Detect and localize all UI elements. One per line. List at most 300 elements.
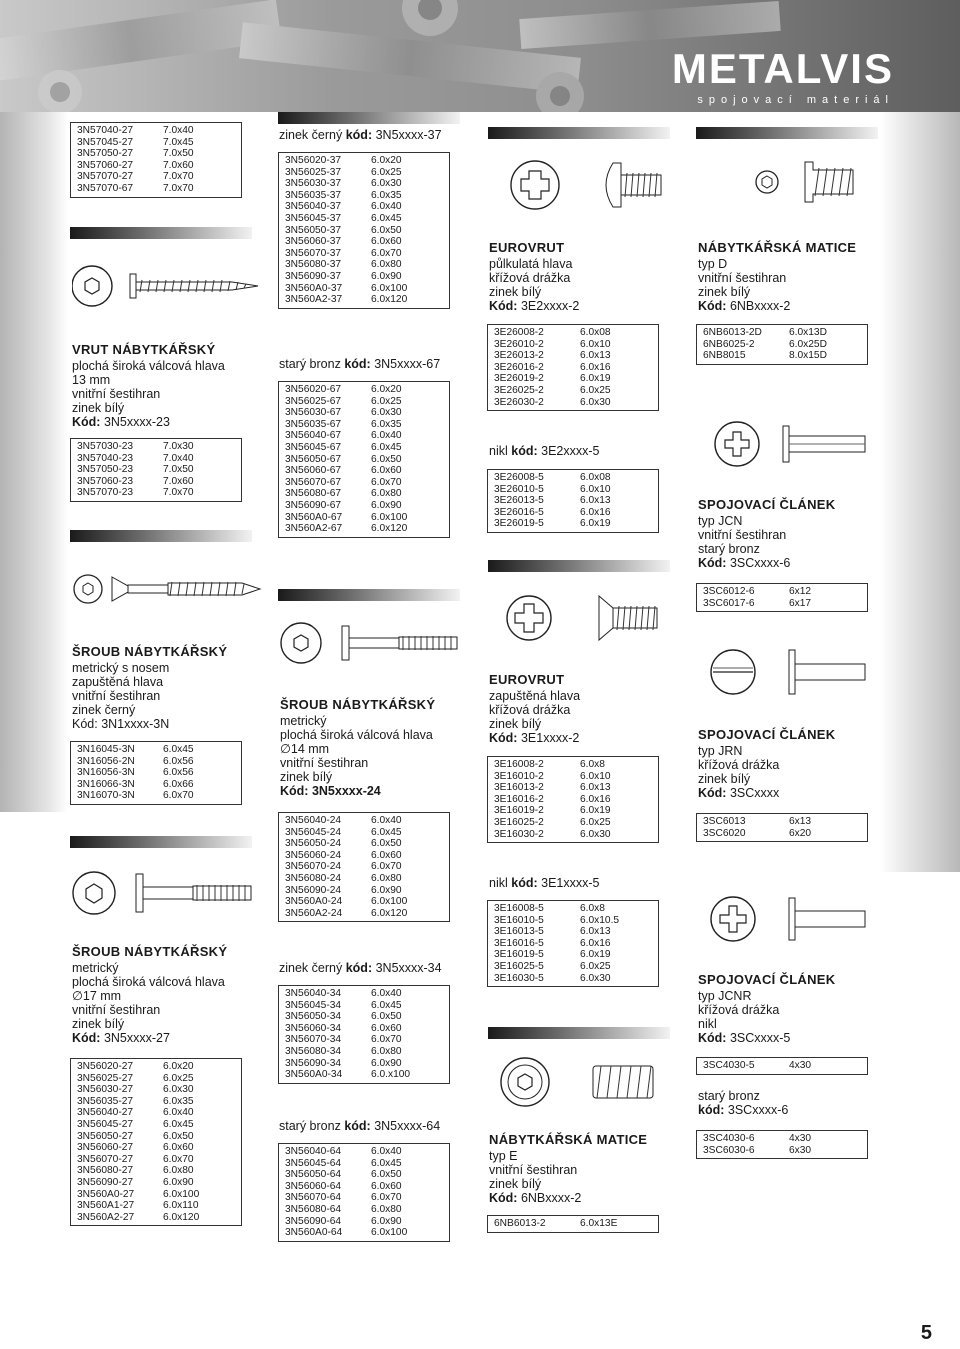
table-row (279, 1023, 449, 1035)
table-row (279, 259, 449, 271)
table-row (71, 1142, 241, 1154)
table-row (71, 1096, 241, 1108)
product-code-cell: 3N560A2-67 (285, 523, 343, 535)
product-code-cell: 3SC6017-6 (703, 597, 755, 609)
dimension-cell: 6.0x25D (789, 338, 827, 350)
section-divider (70, 836, 252, 848)
dimension-cell: 6.0x80 (371, 1045, 402, 1057)
desc-line: křížová drážka (698, 1003, 780, 1017)
dimension-cell: 7.0x40 (163, 452, 194, 464)
dimension-cell: 6.0x90 (371, 499, 402, 511)
table-row (279, 488, 449, 500)
dimension-cell: 6.0x70 (371, 247, 402, 259)
dimension-cell: 6.0x110 (163, 1200, 199, 1212)
section-title: ŠROUB NÁBYTKÁŘSKÝ (280, 697, 436, 712)
product-code-cell: 3N56080-64 (285, 1203, 342, 1215)
table-row (71, 756, 241, 768)
dimension-cell: 6.0x35 (371, 189, 402, 201)
finish-heading: zinek černý kód: 3N5xxxx-37 (279, 128, 442, 142)
section-title: SPOJOVACÍ ČLÁNEK (698, 972, 836, 987)
product-code-cell: 3N560A0-24 (285, 896, 343, 908)
dimension-cell: 4x30 (789, 1133, 812, 1144)
product-code-cell: 3N56080-24 (285, 872, 342, 884)
section-desc (698, 989, 888, 1031)
product-code-cell: 3N560A2-24 (285, 907, 343, 919)
dimension-cell: 6.0x08 (580, 327, 611, 338)
product-code-cell: 3N56030-27 (77, 1084, 134, 1096)
product-code-cell: 3E16010-2 (494, 770, 544, 782)
logo-text: METALVIS (671, 45, 894, 92)
product-code-cell: 3E16008-2 (494, 759, 544, 770)
product-code-cell: 3N56060-64 (285, 1180, 342, 1192)
dimension-cell: 7.0x70 (163, 182, 194, 194)
product-section (72, 944, 262, 1045)
product-code-cell: 3N56050-34 (285, 1011, 342, 1023)
table-row (71, 1189, 241, 1201)
product-table (70, 438, 242, 502)
product-code-cell: 3E16025-5 (494, 960, 544, 972)
table-row (71, 1212, 241, 1224)
product-code-cell: 3N56035-67 (285, 418, 342, 430)
table-row (488, 362, 658, 374)
table-row (71, 125, 241, 137)
product-code-cell: 3N56080-37 (285, 259, 342, 271)
table-row (279, 873, 449, 885)
dimension-cell: 7.0x50 (163, 464, 194, 476)
section-desc (489, 689, 679, 731)
product-code-cell: 3N56060-34 (285, 1022, 342, 1034)
product-code-cell: 3E26019-5 (494, 518, 544, 530)
connector-jcn-illustration (705, 418, 875, 470)
table-row (71, 779, 241, 791)
product-code-cell: 3E16016-5 (494, 937, 544, 949)
desc-line: zinek bílý (72, 1017, 125, 1031)
product-code-cell: 3N56040-27 (77, 1107, 134, 1119)
product-code: Kód: 3N5xxxx-24 (280, 784, 381, 798)
table-row (71, 767, 241, 779)
dimension-cell: 6.0x10.5 (580, 914, 620, 926)
product-code-cell: 3N56090-67 (285, 499, 342, 511)
table-row (279, 1181, 449, 1193)
dimension-cell: 6.0x16 (580, 937, 611, 949)
table-row (279, 271, 449, 283)
page-number: 5 (920, 1322, 932, 1344)
desc-line: typ JCN (698, 514, 743, 528)
desc-line: vnitřní šestihran (72, 387, 161, 401)
product-code-cell: 3N56020-37 (285, 155, 342, 166)
table-row (71, 171, 241, 183)
product-table (278, 1143, 450, 1242)
table-row (279, 419, 449, 431)
table-row (279, 430, 449, 442)
product-code-cell: 3N56025-67 (285, 395, 342, 407)
dimension-cell: 6x30 (789, 1144, 812, 1156)
table-row (488, 771, 658, 783)
product-code-cell: 3N57050-27 (77, 148, 134, 160)
dimension-cell: 6.0x50 (371, 1169, 402, 1181)
product-code-cell: 3E26013-5 (494, 495, 544, 507)
product-code-cell: 3N56030-37 (285, 178, 342, 190)
dimension-cell: 6.0x45 (163, 744, 194, 755)
dimension-cell: 6.0x13 (580, 782, 611, 794)
table-row (279, 248, 449, 260)
product-code-cell: 3N56030-67 (285, 407, 342, 419)
table-row (488, 794, 658, 806)
dimension-cell: 6x17 (789, 597, 812, 609)
dimension-cell: 6.0x120 (371, 523, 408, 535)
table-row (488, 973, 658, 985)
finish-heading: nikl kód: 3E2xxxx-5 (489, 444, 600, 458)
product-table (278, 985, 450, 1084)
section-divider (70, 227, 252, 239)
dimension-cell: 4x30 (789, 1060, 812, 1071)
desc-line: vnitřní šestihran (698, 528, 787, 542)
table-row (279, 861, 449, 873)
product-section (72, 644, 262, 731)
furniture-nut-d-illustration (703, 150, 873, 214)
table-row (71, 1119, 241, 1131)
dimension-cell: 6.0x13 (580, 350, 611, 362)
product-table (70, 741, 242, 805)
product-code-cell: 3N56040-64 (285, 1146, 342, 1157)
product-code-cell: 3N16070-3N (77, 790, 135, 802)
product-code-cell: 3N56045-34 (285, 999, 342, 1011)
dimension-cell: 6.0x60 (371, 465, 402, 477)
product-code: Kód: 6NBxxxx-2 (489, 1191, 582, 1205)
dimension-cell: 6.0x100 (163, 1188, 200, 1200)
product-code-cell: 3N56090-37 (285, 270, 342, 282)
dimension-cell: 6.0x70 (371, 1192, 402, 1204)
section-desc (698, 257, 888, 299)
dimension-cell: 6.0x70 (163, 790, 194, 802)
product-table (487, 900, 659, 987)
table-row (279, 523, 449, 535)
right-background-gradient (880, 112, 960, 872)
desc-line: zinek bílý (698, 285, 751, 299)
product-code: Kód: 3SCxxxx (698, 786, 780, 800)
product-table (487, 1215, 659, 1233)
table-row (71, 1061, 241, 1073)
table-row (279, 1192, 449, 1204)
product-code-cell: 3N56040-34 (285, 988, 342, 999)
desc-line: vnitřní šestihran (489, 1163, 578, 1177)
connector-jrn-illustration (705, 640, 875, 704)
product-code-cell: 3N56040-67 (285, 430, 342, 442)
screw-countersunk-illustration (72, 572, 267, 606)
furniture-nut-e-illustration (495, 1050, 675, 1114)
dimension-cell: 6.0x16 (580, 793, 611, 805)
product-code: Kód: 3SCxxxx-6 (698, 556, 791, 570)
product-code-cell: 3N56020-27 (77, 1061, 134, 1072)
table-row (71, 1107, 241, 1119)
dimension-cell: 6.0x45 (163, 1118, 194, 1130)
table-row (279, 477, 449, 489)
dimension-cell: 7.0x40 (163, 125, 194, 136)
table-row (697, 816, 867, 828)
product-code-cell: 6NB8015 (703, 350, 746, 362)
product-table (696, 1057, 868, 1075)
section-desc (72, 359, 262, 415)
table-row (488, 1218, 658, 1230)
left-background-gradient (0, 112, 68, 812)
section-title: EUROVRUT (489, 240, 565, 255)
dimension-cell: 6.0x60 (371, 849, 402, 861)
desc-line: zinek bílý (489, 717, 542, 731)
section-desc (280, 714, 470, 784)
product-code-cell: 3N560A0-64 (285, 1227, 343, 1239)
table-row (279, 236, 449, 248)
desc-line: půlkulatá hlava (489, 257, 573, 271)
desc-line: metrický (280, 714, 327, 728)
product-code-cell: 3N57040-27 (77, 125, 134, 136)
product-table (487, 469, 659, 533)
product-code-cell: 3N57045-27 (77, 136, 134, 148)
desc-line: plochá široká válcová hlava (72, 975, 225, 989)
product-table (70, 122, 242, 198)
dimension-cell: 6.0x45 (371, 1157, 402, 1169)
table-row (279, 850, 449, 862)
dimension-cell: 6.0x50 (371, 453, 402, 465)
product-code: Kód: 6NBxxxx-2 (698, 299, 791, 313)
connector-jcnr-illustration (705, 888, 875, 950)
table-row (279, 384, 449, 396)
table-row (279, 396, 449, 408)
dimension-cell: 6.0x50 (163, 1130, 194, 1142)
section-title: EUROVRUT (489, 672, 565, 687)
table-row (279, 1146, 449, 1158)
screw-flat-head-illustration (280, 612, 475, 674)
dimension-cell: 6.0x120 (163, 1211, 200, 1223)
dimension-cell: 6.0x50 (371, 1011, 402, 1023)
table-row (71, 1200, 241, 1212)
product-code-cell: 3N560A2-37 (285, 294, 343, 306)
section-desc (72, 961, 262, 1031)
dimension-cell: 6.0x56 (163, 755, 194, 767)
dimension-cell: 6x12 (789, 586, 812, 597)
table-row (488, 484, 658, 496)
dimension-cell: 7.0x60 (163, 159, 194, 171)
dimension-cell: 6.0x30 (580, 396, 611, 408)
dimension-cell: 6.0x25 (580, 960, 611, 972)
desc-line: ∅14 mm (280, 742, 330, 756)
table-row (488, 805, 658, 817)
dimension-cell: 6.0x80 (163, 1165, 194, 1177)
product-code-cell: 3N56050-67 (285, 453, 342, 465)
section-divider (278, 589, 460, 601)
table-row (488, 339, 658, 351)
table-row (279, 500, 449, 512)
desc-line: vnitřní šestihran (72, 1003, 161, 1017)
dimension-cell: 6.0x10 (580, 338, 611, 350)
header-banner (0, 0, 960, 112)
metalvis-logo (671, 45, 894, 106)
product-code-cell: 3N56070-27 (77, 1153, 134, 1165)
dimension-cell: 6.0x30 (371, 178, 402, 190)
table-row (279, 283, 449, 295)
desc-line: typ JCNR (698, 989, 752, 1003)
dimension-cell: 6.0x90 (371, 884, 402, 896)
dimension-cell: 6x13 (789, 816, 812, 827)
table-row (71, 790, 241, 802)
dimension-cell: 6.0x70 (371, 861, 402, 873)
finish-heading: nikl kód: 3E1xxxx-5 (489, 876, 600, 890)
product-code-cell: 3SC6012-6 (703, 586, 755, 597)
dimension-cell: 6.0x16 (580, 361, 611, 373)
product-code-cell: 3N56070-37 (285, 247, 342, 259)
product-code-cell: 3N56035-37 (285, 189, 342, 201)
dimension-cell: 6.0x70 (371, 476, 402, 488)
product-code-cell: 3N57030-23 (77, 441, 134, 452)
dimension-cell: 6.0x80 (371, 872, 402, 884)
product-code: Kód: 3N1xxxx-3N (72, 717, 170, 731)
dimension-cell: 6.0x60 (371, 1180, 402, 1192)
dimension-cell: 6.0x40 (371, 430, 402, 442)
table-row (71, 1084, 241, 1096)
dimension-cell: 6.0x66 (163, 778, 194, 790)
dimension-cell: 6.0x90 (371, 270, 402, 282)
dimension-cell: 8.0x15D (789, 350, 827, 362)
table-row (488, 829, 658, 841)
section-title: SPOJOVACÍ ČLÁNEK (698, 497, 836, 512)
section-title: ŠROUB NÁBYTKÁŘSKÝ (72, 644, 228, 659)
product-code-cell: 3N560A0-37 (285, 282, 343, 294)
product-code-cell: 3E26013-2 (494, 350, 544, 362)
table-row (488, 759, 658, 771)
product-code-cell: 3E26008-5 (494, 472, 544, 483)
product-table (70, 1058, 242, 1226)
product-code-cell: 3E26016-2 (494, 361, 544, 373)
dimension-cell: 6.0x25 (580, 384, 611, 396)
table-row (71, 476, 241, 488)
table-row (488, 385, 658, 397)
desc-line: plochá široká válcová hlava (280, 728, 433, 742)
dimension-cell: 6.0x45 (371, 826, 402, 838)
table-row (488, 926, 658, 938)
table-row (279, 896, 449, 908)
product-code-cell: 3SC6030-6 (703, 1144, 755, 1156)
dimension-cell: 6.0x56 (163, 767, 194, 779)
dimension-cell: 7.0x45 (163, 136, 194, 148)
table-row (279, 1034, 449, 1046)
product-code-cell: 3E16010-5 (494, 914, 544, 926)
dimension-cell: 7.0x70 (163, 487, 194, 499)
product-section (489, 672, 679, 745)
table-row (279, 1011, 449, 1023)
table-row (697, 339, 867, 351)
product-code-cell: 3SC6013 (703, 816, 746, 827)
product-code: Kód: 3SCxxxx-5 (698, 1031, 791, 1045)
dimension-cell: 6.0x19 (580, 373, 611, 385)
product-section (489, 1132, 679, 1205)
desc-line: metrický (72, 961, 119, 975)
section-desc (489, 1149, 679, 1191)
product-section (698, 497, 888, 570)
dimension-cell: 6.0x100 (371, 282, 408, 294)
section-divider (488, 1027, 670, 1039)
product-table (278, 152, 450, 309)
table-row (697, 828, 867, 840)
desc-line: nikl (698, 1017, 717, 1031)
product-code-cell: 3N56050-24 (285, 838, 342, 850)
dimension-cell: 6.0x50 (371, 838, 402, 850)
dimension-cell: 6.0x30 (371, 407, 402, 419)
dimension-cell: 6.0x40 (371, 201, 402, 213)
dimension-cell: 6.0.x100 (371, 1069, 411, 1081)
dimension-cell: 6.0x70 (163, 1153, 194, 1165)
dimension-cell: 6x20 (789, 827, 812, 839)
product-table (696, 583, 868, 612)
product-table (696, 813, 868, 842)
product-code-cell: 3N56090-27 (77, 1176, 134, 1188)
product-code-cell: 3N560A0-34 (285, 1069, 343, 1081)
product-code-cell: 3N56045-37 (285, 212, 342, 224)
table-row (71, 464, 241, 476)
table-row (488, 915, 658, 927)
product-code-cell: 3N56070-24 (285, 861, 342, 873)
dimension-cell: 6.0x13E (580, 1218, 618, 1229)
dimension-cell: 6.0x13 (580, 926, 611, 938)
section-title: SPOJOVACÍ ČLÁNEK (698, 727, 836, 742)
product-code-cell: 3N560A0-67 (285, 511, 343, 523)
table-row (697, 1133, 867, 1145)
table-row (488, 938, 658, 950)
table-row (279, 442, 449, 454)
section-divider (70, 530, 252, 542)
product-code-cell: 3N56080-34 (285, 1045, 342, 1057)
desc-line: křížová drážka (489, 703, 571, 717)
product-code-cell: 3N56040-37 (285, 201, 342, 213)
table-row (279, 1000, 449, 1012)
dimension-cell: 6.0x20 (371, 155, 402, 166)
product-code-cell: 3N56070-64 (285, 1192, 342, 1204)
dimension-cell: 6.0x40 (371, 988, 402, 999)
product-code-cell: 3E16013-5 (494, 926, 544, 938)
product-code-cell: 3E16019-2 (494, 805, 544, 817)
product-code-cell: 3N56050-27 (77, 1130, 134, 1142)
dimension-cell: 6.0x120 (371, 294, 408, 306)
section-title: VRUT NÁBYTKÁŘSKÝ (72, 342, 216, 357)
section-divider (488, 127, 670, 139)
table-row (697, 1145, 867, 1157)
table-row (697, 327, 867, 339)
product-code-cell: 3N57070-27 (77, 171, 134, 183)
product-table (278, 812, 450, 922)
dimension-cell: 6.0x60 (163, 1142, 194, 1154)
table-row (488, 903, 658, 915)
product-code-cell: 6NB6013-2D (703, 327, 762, 338)
product-code-cell: 3N56045-24 (285, 826, 342, 838)
table-row (279, 815, 449, 827)
dimension-cell: 6.0x30 (163, 1084, 194, 1096)
product-code-cell: 3N57070-67 (77, 182, 134, 194)
product-code-cell: 3E26008-2 (494, 327, 544, 338)
eurovrut-round-head-illustration (495, 153, 675, 213)
desc-line: zinek bílý (72, 401, 125, 415)
table-row (697, 350, 867, 362)
dimension-cell: 6.0x40 (371, 815, 402, 826)
dimension-cell: 6.0x100 (371, 1227, 408, 1239)
dimension-cell: 6.0x8 (580, 903, 605, 914)
table-row (71, 487, 241, 499)
dimension-cell: 6.0x16 (580, 506, 611, 518)
table-row (279, 225, 449, 237)
table-row (279, 1069, 449, 1081)
section-divider (696, 127, 878, 139)
product-code-cell: 3N560A2-27 (77, 1211, 135, 1223)
product-code-cell: 3E26010-5 (494, 483, 544, 495)
section-title: NÁBYTKÁŘSKÁ MATICE (698, 240, 857, 255)
table-row (488, 949, 658, 961)
